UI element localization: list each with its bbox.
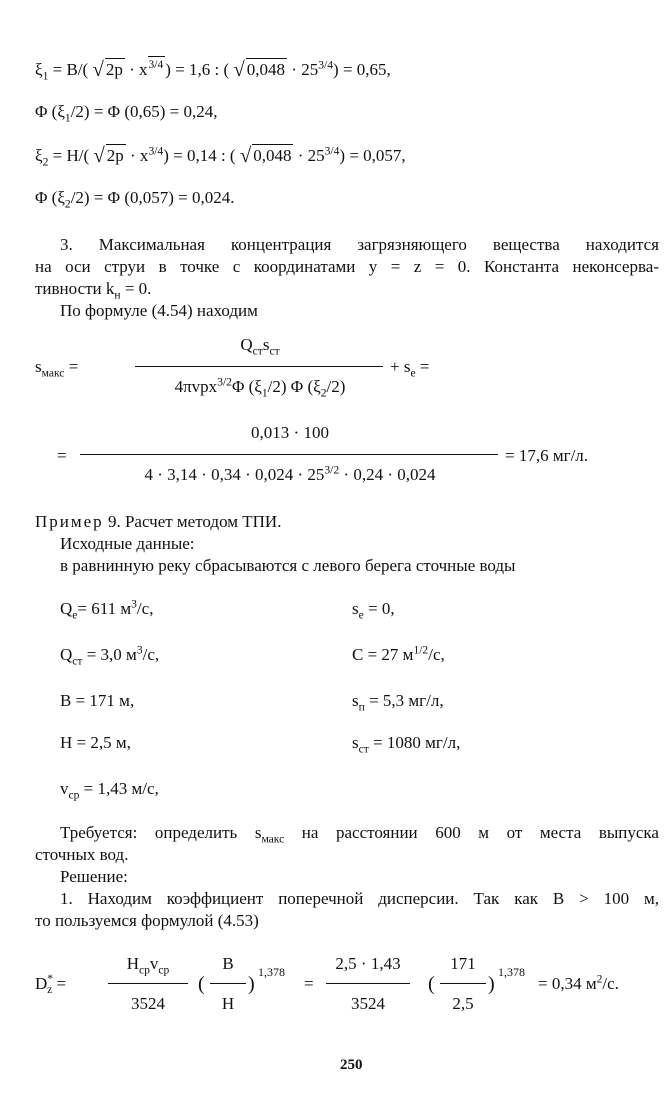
dz-paren-open: ( [198, 973, 205, 995]
dz-frac3-denominator: 3524 [351, 994, 385, 1013]
smax-numerator: $Q_{ст}s_{ст}$ [240, 335, 280, 358]
dz-frac4-bar [440, 983, 486, 984]
smax-fraction-bar [135, 366, 383, 367]
calc-numerator: 0,013 · 100 [251, 423, 329, 442]
param-b: B = 171 м, [60, 691, 135, 710]
smax-plus-se: + $s_e$ = [390, 357, 430, 380]
dz-result: = 0,34 $м^2/c$. [538, 972, 619, 993]
dz-frac1-denominator: 3524 [131, 994, 165, 1013]
calc-fraction-bar [80, 454, 498, 455]
dz-frac2-numerator: B [222, 954, 234, 973]
dz-frac1-numerator: $H_{cp}v_{cp}$ [126, 954, 170, 977]
calc-denominator: $4 \cdot 3,14 \cdot 0,34 \cdot 0,024 \cdot 25^{3/2} \cdot 0,24 \cdot 0,024$ [144, 463, 436, 484]
dz-paren-close: ) [248, 973, 255, 995]
smax-label: $s_{макс}$ = [35, 357, 79, 380]
dz-label: $D^*_z$ = [35, 972, 67, 997]
dz-frac3-bar [326, 983, 410, 984]
dz-frac1-bar [108, 983, 188, 984]
equation-xi1: $\xi_1 = B/$( √ $2p \cdot x^{3/4}$ ) = 1,6 : ( √ $0,048 \cdot 25^{3/4}) = 0,65$, [35, 58, 391, 83]
param-qe: $Q_e= 611$ $м^3/c$, [60, 597, 154, 622]
dz-frac4-numerator: 171 [450, 954, 476, 973]
input-data-description: в равнинную реку сбрасываются с левого берега сточные воды [60, 556, 516, 575]
dz-frac2-bar [210, 983, 246, 984]
equation-xi2: $\xi_2 = H/$( √ $2p \cdot x^{3/4}) = 0,14$ : ( √ $0,048 \cdot 25^{3/4}) = 0,057$, [35, 144, 406, 169]
paragraph-3-line-1: 3. Максимальная концентрация загрязняющего вещества находится [60, 235, 659, 254]
dz-frac4-denominator: 2,5 [452, 994, 474, 1013]
step-1-line-2: то пользуемся формулой (4.53) [35, 911, 259, 930]
required-line-2: сточных вод. [35, 845, 129, 864]
dz-equals: = [304, 974, 314, 993]
param-se: $s_e = 0$, [352, 599, 395, 622]
param-vcp: $v_{cp} = 1,43$ м/с, [60, 779, 159, 802]
calc-equals: = [57, 446, 67, 465]
page-number: 250 [340, 1057, 363, 1073]
smax-denominator: 4πvpx$^{3/2}$Φ $(\xi_1/2)$ Φ $(\xi_2/2)$ [174, 375, 346, 400]
equation-phi2: Φ $(\xi_2/2) = \Phi$ (0,057) = 0,024. [35, 188, 235, 211]
example-heading: Пример 9. Расчет методом ТПИ. [35, 512, 282, 531]
paragraph-3-line-2: на оси струи в точке с координатами y = z = 0. Константа неконсерва- [35, 257, 659, 276]
dz-paren-close-2: ) [488, 973, 495, 995]
param-c: C = 27 $м^{1/2}/c$, [352, 643, 445, 664]
param-sp: $s_п = 5,3$ мг/л, [352, 691, 444, 714]
dz-exponent-2: 1,378 [498, 965, 525, 979]
paragraph-3-line-4: По формуле (4.54) находим [60, 301, 258, 320]
input-data-heading: Исходные данные: [60, 534, 195, 553]
dz-paren-open-2: ( [428, 973, 435, 995]
param-h: H = 2,5 м, [60, 733, 131, 752]
solution-heading: Решение: [60, 867, 128, 886]
dz-frac3-numerator: 2,5 · 1,43 [335, 954, 401, 973]
dz-exponent: 1,378 [258, 965, 285, 979]
calc-result: = 17,6 мг/л. [505, 446, 589, 465]
dz-frac2-denominator: H [221, 994, 235, 1013]
step-1-line-1: 1. Находим коэффициент поперечной дисперсии. Так как B > 100 м, [60, 889, 659, 908]
paragraph-3-line-3: тивности $k_н = 0$. [35, 279, 152, 302]
equation-phi1: Φ $(\xi_1/2) = \Phi$ (0,65) = 0,24, [35, 102, 218, 125]
param-sst: $s_{ст} = 1080$ мг/л, [352, 733, 461, 756]
param-qst: $Q_{ст} = 3,0$ $м^3/c$, [60, 643, 160, 668]
required-line-1: Требуется: определить $s_{макс}$ на расстоянии 600 м от места выпуска [60, 823, 659, 846]
